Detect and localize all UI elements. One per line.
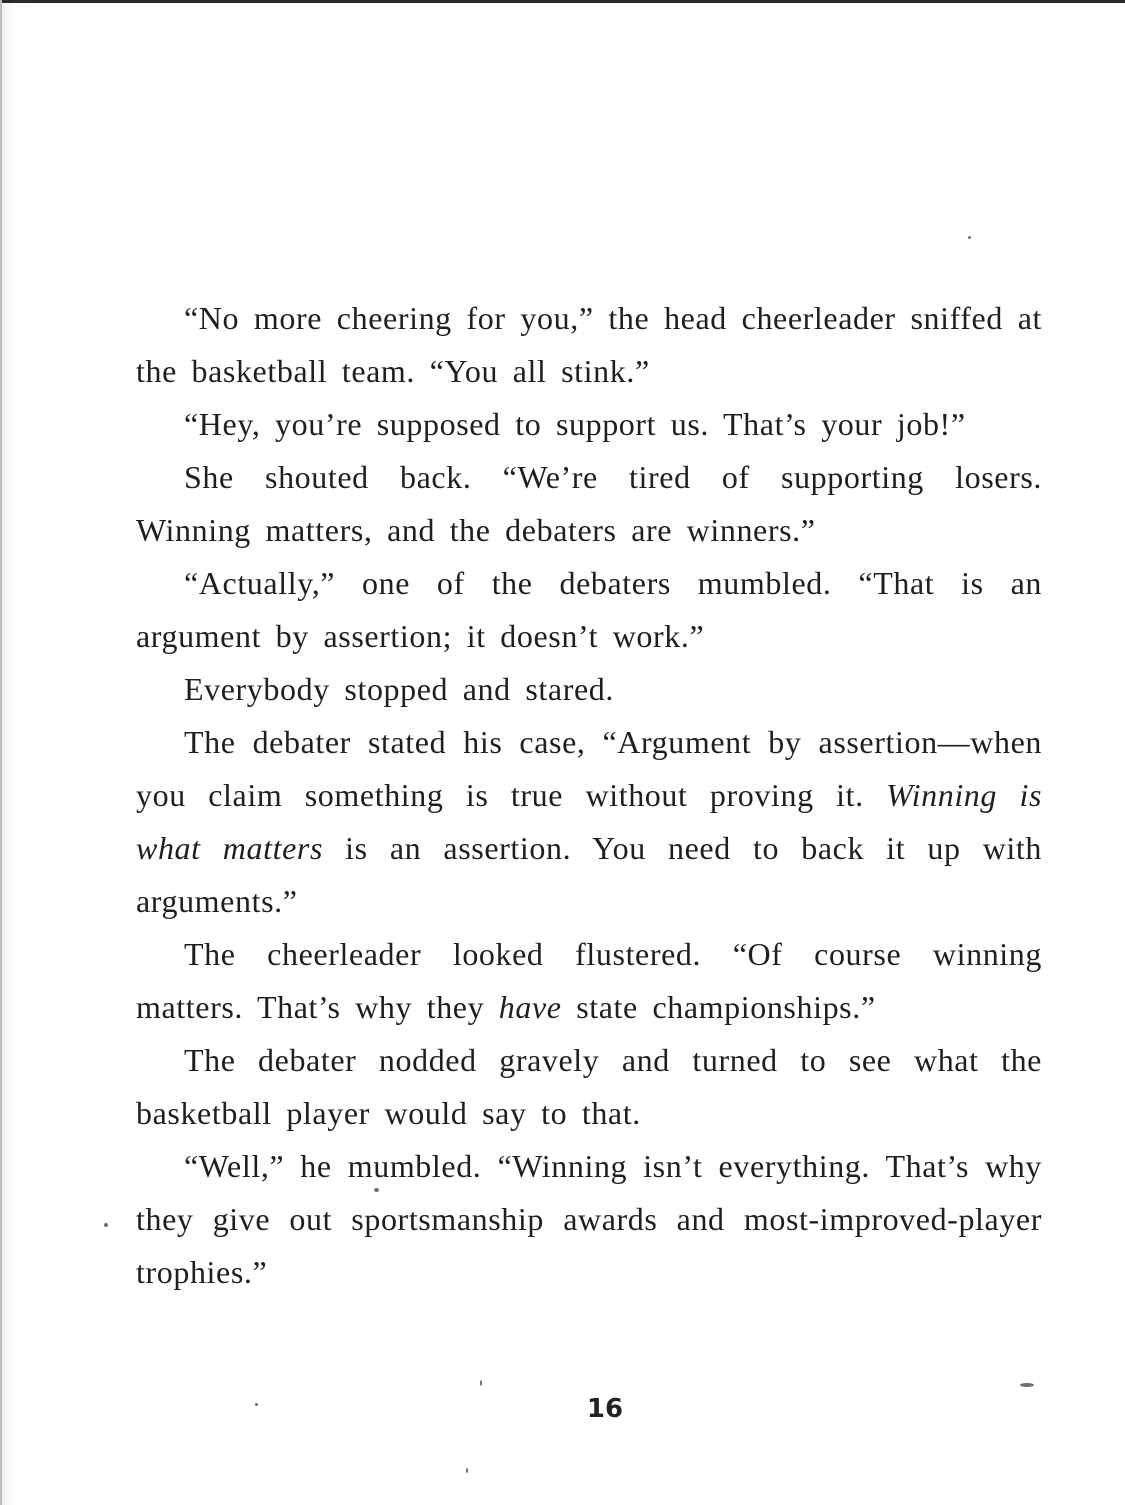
scan-speck [255, 1403, 258, 1406]
story-text [136, 292, 1042, 1299]
paragraph: The cheerleader looked flustered. “Of course winning matters. That’s why they have state championships.” [136, 936, 1042, 1025]
page-top-edge [0, 0, 1125, 3]
italic-phrase: Winning is what matters [136, 777, 1042, 866]
page-number: 16 [586, 1394, 624, 1424]
scan-speck [466, 1468, 468, 1473]
paragraph: “Actually,” one of the debaters mumbled. “That is an argument by assertion; it doesn’t work.” [136, 565, 1042, 654]
paragraph: “Well,” he mumbled. “Winning isn’t everything. That’s why they give out sportsmanship awards and most-improved-player trophies.” [136, 1148, 1042, 1290]
paragraph: The debater stated his case, “Argument by assertion—when you claim something is true without proving it. Winning is what matters is an assertion. You need to back it up with arguments.” [136, 724, 1043, 919]
scan-speck [374, 1188, 379, 1192]
scan-speck [480, 1380, 482, 1386]
scan-speck [1020, 1383, 1034, 1387]
paragraph: “Hey, you’re supposed to support us. That’s your job!” [184, 406, 966, 442]
page-left-edge [0, 0, 2, 1505]
paragraph: Everybody stopped and stared. [184, 671, 614, 707]
paragraph: “No more cheering for you,” the head cheerleader sniffed at the basketball team. “You all stink.” [136, 300, 1042, 389]
scan-speck [104, 1223, 108, 1227]
italic-word: have [498, 989, 562, 1025]
paragraph: The debater nodded gravely and turned to see what the basketball player would say to that. [136, 1042, 1042, 1131]
scan-speck [968, 236, 971, 239]
paragraph: She shouted back. “We’re tired of supporting losers. Winning matters, and the debaters are winners.” [136, 459, 1042, 548]
